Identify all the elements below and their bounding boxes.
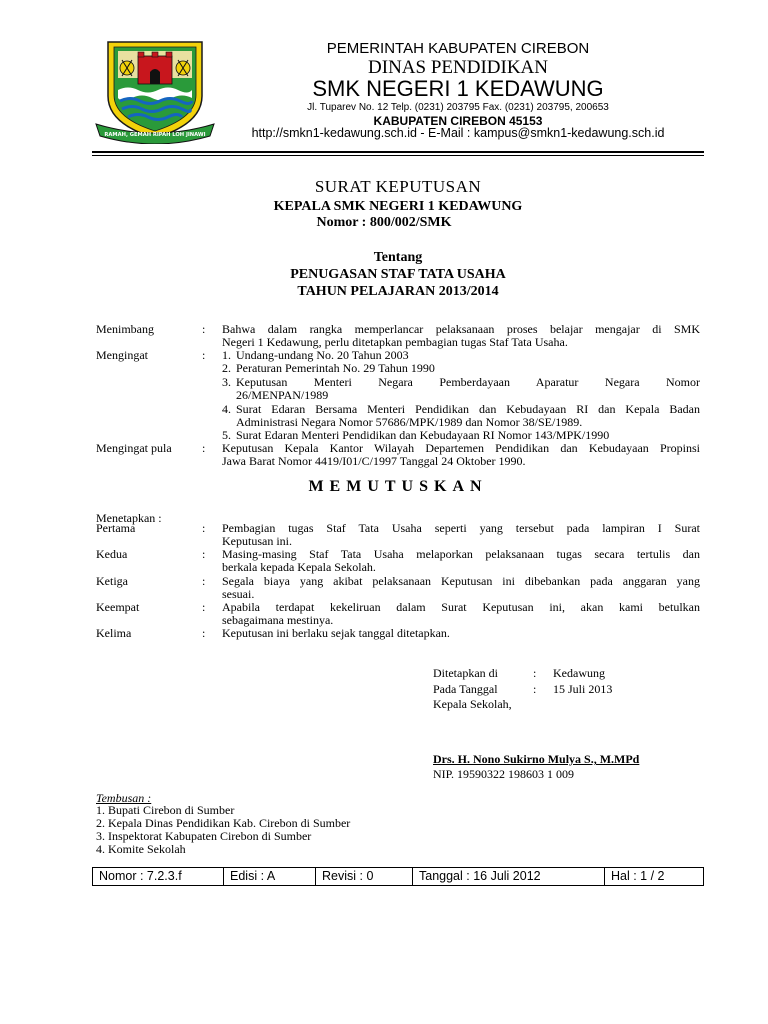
footer-revisi: Revisi : 0	[316, 868, 413, 885]
menimbang-label: Menimbang	[96, 322, 154, 336]
list-item-continued: Administrasi Negara Nomor 57686/MPK/1989 dan Nomor 38/SE/1989.	[236, 415, 583, 429]
topic-line-2: TAHUN PELAJARAN 2013/2014	[297, 284, 499, 299]
school-contact: http://smkn1-kedawung.sch.id - E-Mail : kampus@smkn1-kedawung.sch.id	[251, 126, 665, 140]
government-name: PEMERINTAH KABUPATEN CIREBON	[326, 40, 590, 57]
document-control-footer	[92, 867, 704, 886]
list-item: 3. Keputusan Menteri Negara Pemberdayaan Aparatur Negara Nomor	[222, 375, 700, 389]
footer-edisi: Edisi : A	[224, 868, 316, 885]
menimbang-text-1: Bahwa dalam rangka memperlancar pelaksanaan proses belajar mengajar di SMK	[222, 322, 700, 336]
mengingat-pula-text-2: Jawa Barat Nomor 4419/I01/C/1997 Tanggal 24 Oktober 1990.	[222, 454, 526, 468]
colon: :	[533, 666, 537, 680]
school-city: KABUPATEN CIREBON 45153	[373, 114, 543, 128]
list-item: 3. Inspektorat Kabupaten Cirebon di Sumber	[96, 829, 312, 843]
footer-tanggal: Tanggal : 16 Juli 2012	[413, 868, 605, 885]
colon: :	[202, 441, 206, 455]
svg-text:RAMAH, GEMAH RIPAH LOH JINAWI: RAMAH, GEMAH RIPAH LOH JINAWI	[104, 132, 206, 138]
document-number: Nomor : 800/002/SMK	[316, 215, 452, 230]
about-label: Tentang	[373, 250, 423, 265]
colon: :	[202, 348, 206, 362]
list-item: 5. Surat Edaran Menteri Pendidikan dan Kebudayaan RI Nomor 143/MPK/1990	[222, 428, 610, 442]
signature-position: Kepala Sekolah,	[433, 697, 512, 711]
school-name: SMK NEGERI 1 KEDAWUNG	[312, 76, 604, 101]
list-item: 1. Undang-undang No. 20 Tahun 2003	[222, 348, 409, 362]
list-item-continued: 26/MENPAN/1989	[236, 388, 329, 402]
signatory-name: Drs. H. Nono Sukirno Mulya S., M.MPd	[433, 752, 640, 766]
signatory-nip: NIP. 19590322 198603 1 009	[433, 767, 575, 781]
decision-heading: MEMUTUSKAN	[308, 478, 488, 495]
signature-date: 15 Juli 2013	[553, 682, 613, 696]
document-subtitle: KEPALA SMK NEGERI 1 KEDAWUNG	[273, 199, 523, 214]
letterhead-rule-thin	[92, 155, 704, 156]
cirebon-regency-crest	[94, 38, 216, 144]
tembusan-label: Tembusan :	[96, 791, 152, 805]
list-item: 4. Surat Edaran Bersama Menteri Pendidikan dan Kebudayaan RI dan Kepala Badan	[222, 402, 700, 416]
colon: :	[533, 682, 537, 696]
list-item: 2. Peraturan Pemerintah No. 29 Tahun 1990	[222, 361, 435, 375]
signature-place: Kedawung	[553, 666, 605, 680]
signature-date-label: Pada Tanggal	[433, 682, 498, 696]
letterhead-rule-thick	[92, 151, 704, 153]
menimbang-text-2: Negeri 1 Kedawung, perlu ditetapkan pembagian tugas Staf Tata Usaha.	[222, 335, 568, 349]
colon: :	[202, 322, 206, 336]
list-item: 2. Kepala Dinas Pendidikan Kab. Cirebon di Sumber	[96, 816, 351, 830]
school-address: Jl. Tuparev No. 12 Telp. (0231) 203795 Fax. (0231) 203795, 200653	[307, 102, 609, 113]
mengingat-pula-text-1: Keputusan Kepala Kantor Wilayah Departemen Pendidikan dan Kebudayaan Propinsi	[222, 441, 700, 455]
footer-nomor: Nomor : 7.2.3.f	[93, 868, 224, 885]
document-title: SURAT KEPUTUSAN	[314, 177, 482, 196]
mengingat-pula-label: Mengingat pula	[96, 441, 172, 455]
topic-line-1: PENUGASAN STAF TATA USAHA	[290, 267, 506, 282]
department-name: DINAS PENDIDIKAN	[368, 57, 548, 78]
signature-place-label: Ditetapkan di	[433, 666, 498, 680]
list-item: 4. Komite Sekolah	[96, 842, 186, 856]
footer-halaman: Hal : 1 / 2	[611, 869, 665, 883]
mengingat-label: Mengingat	[96, 348, 148, 362]
list-item: 1. Bupati Cirebon di Sumber	[96, 803, 235, 817]
